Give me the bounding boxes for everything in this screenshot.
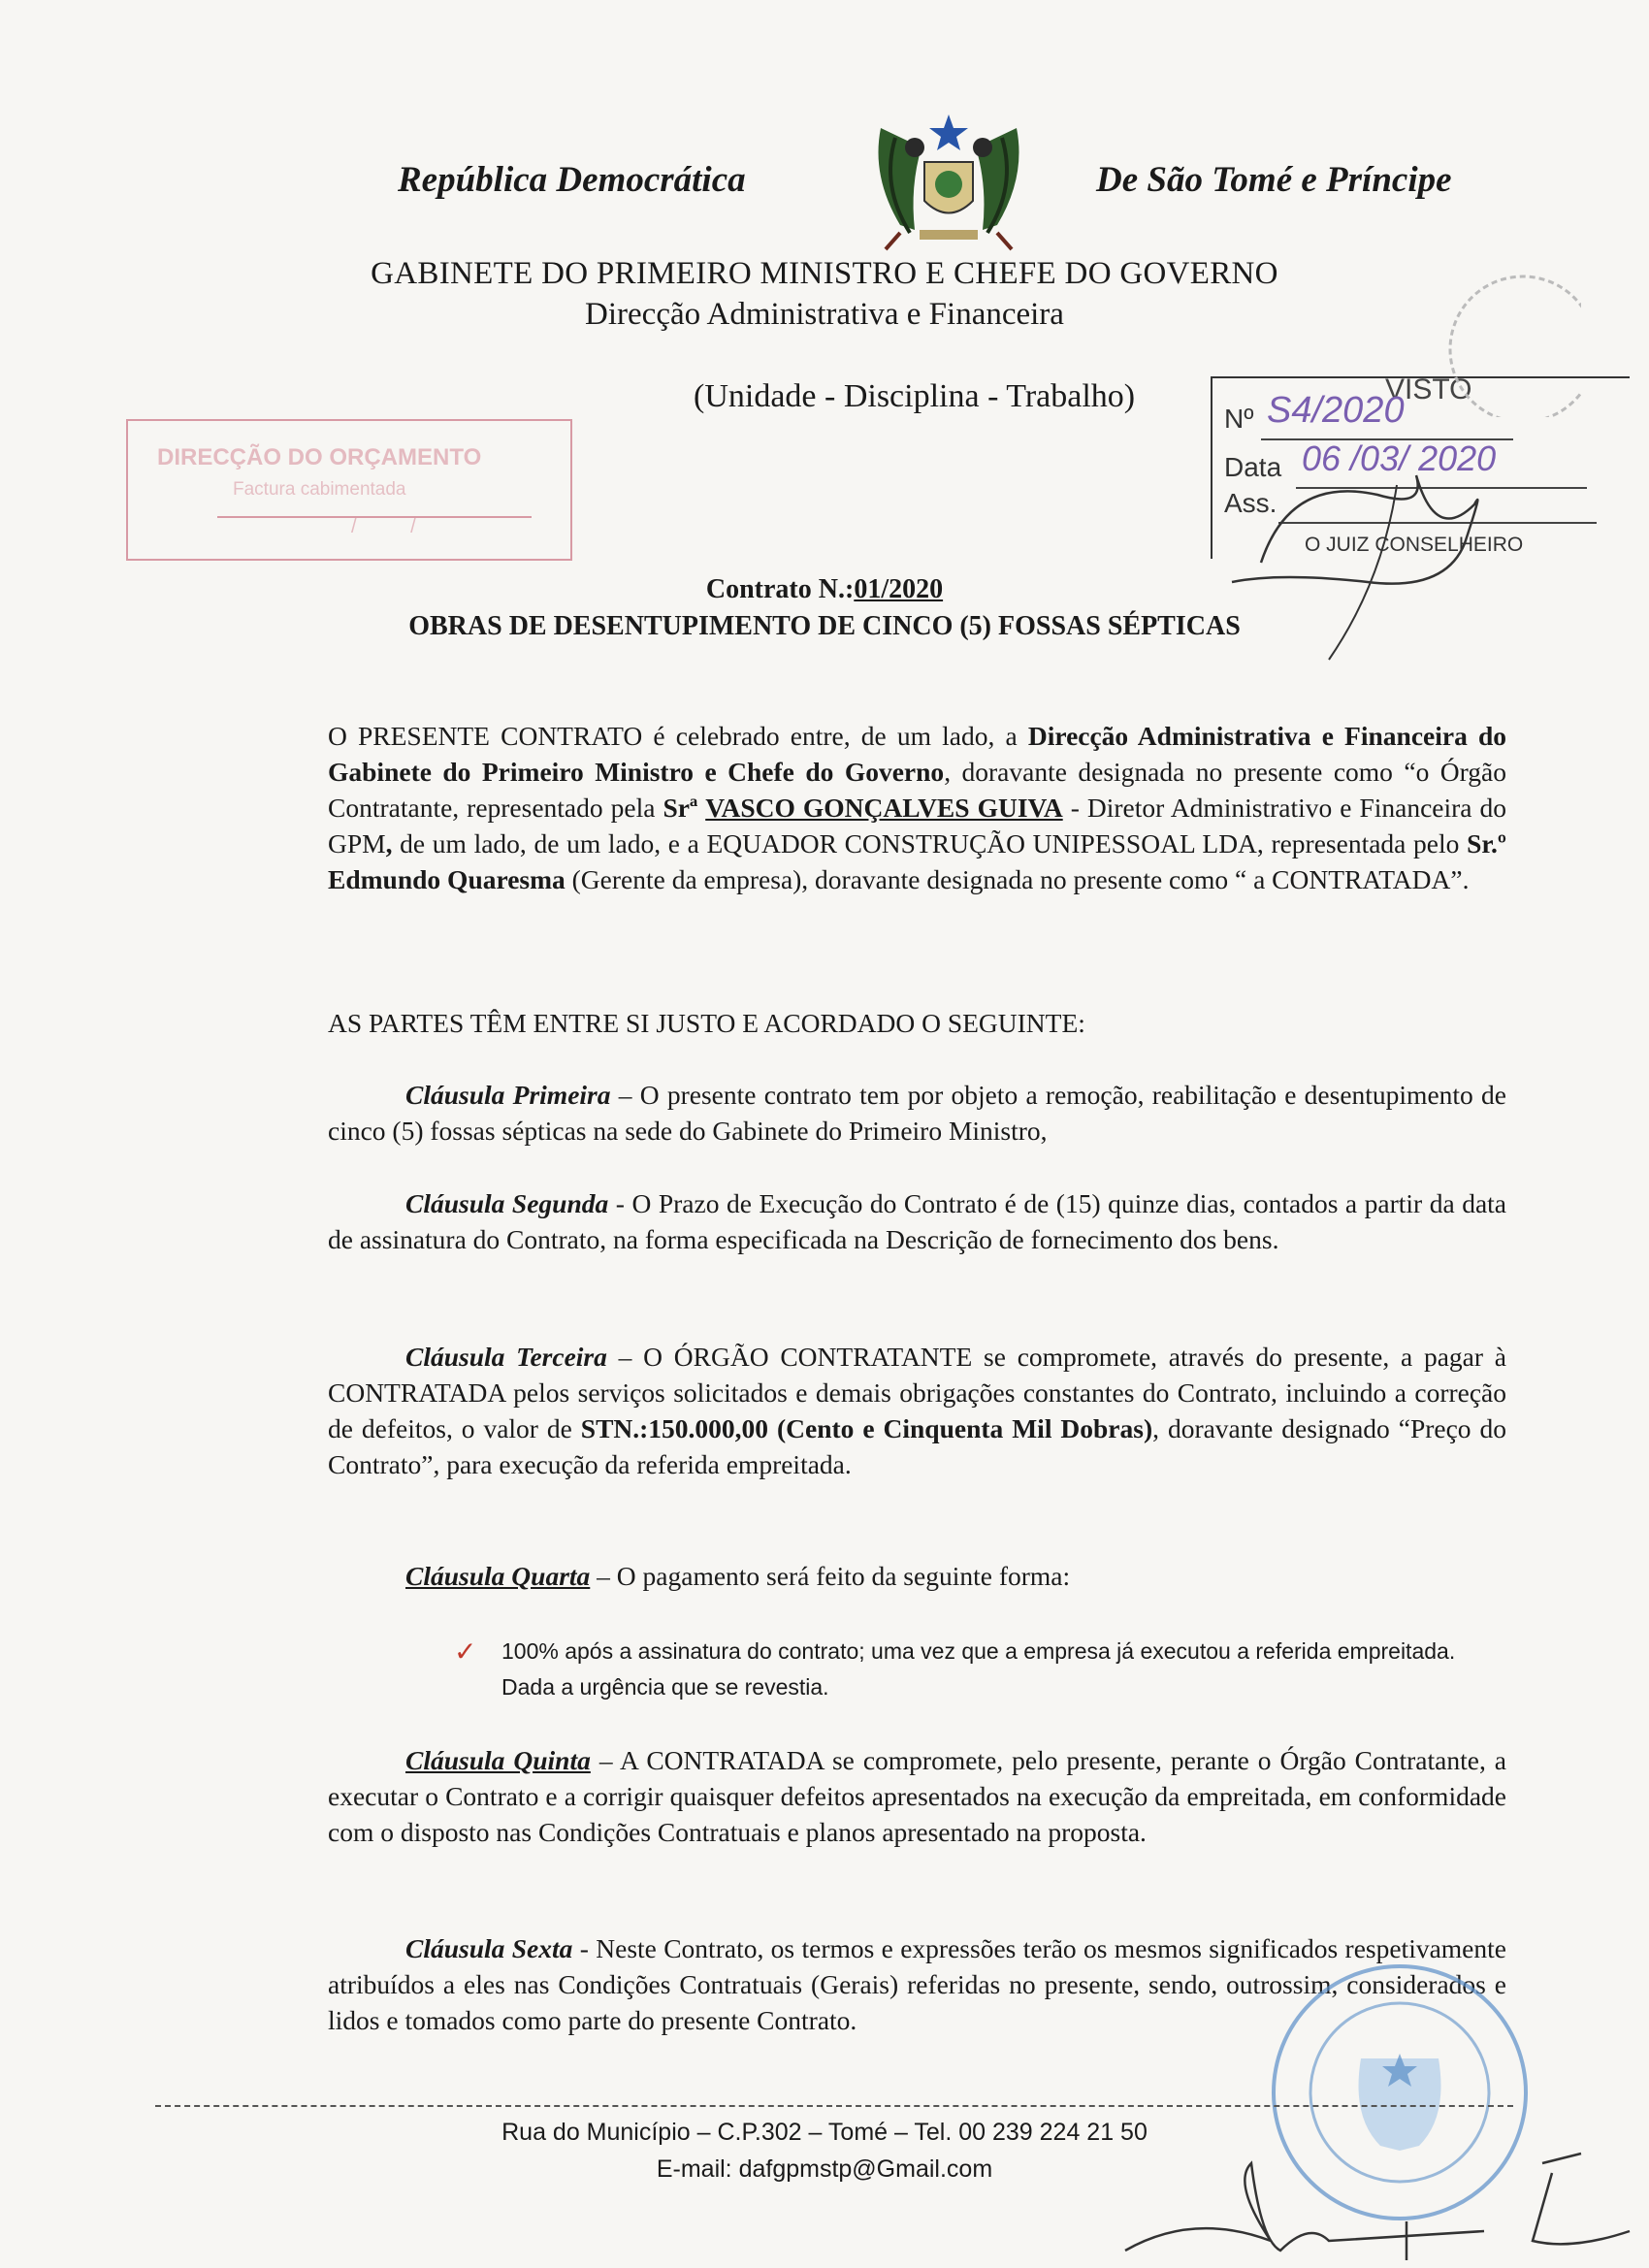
intro-text-2: , doravante designada no presente como “o Órgão Contratante, representado pela bbox=[328, 757, 1506, 823]
clause-third-text-b: , doravante designado “Preço do Contrato”, para execução da referida empreitada. bbox=[328, 1413, 1506, 1479]
clause-fourth-title: Cláusula Quarta bbox=[405, 1561, 591, 1591]
payment-bullet: 100% após a assinatura do contrato; uma vez que a empresa já executou a referida empreitada. Dada a urgência que se revestia. bbox=[501, 1638, 1456, 1700]
intro-text-1: O PRESENTE CONTRATO é celebrado entre, de um lado, a bbox=[328, 721, 1028, 751]
republic-right-text: De São Tomé e Príncipe bbox=[1096, 160, 1452, 200]
visto-ass-label: Ass. bbox=[1224, 488, 1277, 518]
intro-comma: , bbox=[385, 828, 393, 859]
visto-number-value: S4/2020 bbox=[1267, 390, 1405, 431]
contract-price: STN.:150.000,00 (Cento e Cinquenta Mil Dobras) bbox=[580, 1413, 1153, 1443]
clause-second-text: - O Prazo de Execução do Contrato é de (15) quinze dias, contados a partir da data de assinatura do Contrato, na forma especificada na Descrição de fornecimento dos bens. bbox=[328, 1188, 1506, 1254]
visto-stamp-title: VISTO bbox=[1385, 373, 1472, 405]
contract-number-value: 01/2020 bbox=[854, 574, 944, 604]
budget-stamp-date: / / bbox=[351, 516, 416, 537]
clause-third-title: Cláusula Terceira bbox=[405, 1342, 607, 1372]
visto-date-value: 06 /03/ 2020 bbox=[1302, 438, 1497, 478]
clause-fourth-text: – O pagamento será feito da seguinte forma: bbox=[590, 1561, 1071, 1591]
footer-email: E-mail: dafgpmstp@Gmail.com bbox=[656, 2155, 993, 2183]
budget-stamp-title: DIRECÇÃO DO ORÇAMENTO bbox=[157, 444, 482, 470]
footer-address: Rua do Município – C.P.302 – Tomé – Tel. 00 239 224 21 50 bbox=[501, 2119, 1148, 2146]
intro-paragraph bbox=[328, 718, 1506, 897]
intro-representative-name: VASCO GONÇALVES GUIVA bbox=[705, 793, 1063, 823]
clause-first-title: Cláusula Primeira bbox=[405, 1080, 611, 1110]
clause-sixth-text: - Neste Contrato, os termos e expressões terão os mesmos significados respetivamente atribuídos a eles nas Condições Contratuais (Gerais) referidas no presente, sendo, outrossim, considerados e lidos e tomados como parte do presente Contrato. bbox=[328, 1933, 1506, 2035]
clause-sixth-title: Cláusula Sexta bbox=[405, 1933, 573, 1963]
judge-signature-icon bbox=[1174, 417, 1600, 689]
intro-text-4: de um lado, de um lado, e a EQUADOR CONSTRUÇÃO UNIPESSOAL LDA, representada pelo bbox=[392, 828, 1468, 859]
faint-round-seal-icon bbox=[1416, 262, 1581, 417]
clause-third-text-a: – O ÓRGÃO CONTRATANTE se compromete, através do presente, a pagar à CONTRATADA pelos serviços solicitados e demais obrigações constantes do Contrato, incluindo a correção de defeitos, o valor de bbox=[328, 1342, 1506, 1443]
clause-fifth-text: – A CONTRATADA se compromete, pelo presente, perante o Órgão Contratante, a executar o Contrato e a corrigir quaisquer defeitos apresentados na execução da empreitada, em conformidade com o disposto nas Condições Contratuais e planos apresentado na proposta. bbox=[328, 1745, 1506, 1847]
cabinet-heading: GABINETE DO PRIMEIRO MINISTRO E CHEFE DO GOVERNO bbox=[371, 256, 1278, 291]
clause-second-title: Cláusula Segunda bbox=[405, 1188, 609, 1218]
agreement-line: AS PARTES TÊM ENTRE SI JUSTO E ACORDADO O SEGUINTE: bbox=[328, 1008, 1085, 1038]
budget-stamp-subtitle: Factura cabimentada bbox=[233, 479, 406, 500]
directorate-heading: Direcção Administrativa e Financeira bbox=[585, 297, 1064, 332]
clause-fourth bbox=[328, 1558, 1506, 1594]
intro-party-contracting: Direcção Administrativa e Financeira do Gabinete do Primeiro Ministro e Chefe do Governo bbox=[328, 721, 1507, 787]
intro-title-sra: Srª bbox=[663, 793, 698, 823]
visto-number-label: Nº bbox=[1224, 404, 1254, 434]
clause-first bbox=[328, 1077, 1506, 1149]
clause-fifth bbox=[328, 1742, 1506, 1850]
visto-date-label: Data bbox=[1224, 452, 1282, 482]
checkmark-icon: ✓ bbox=[454, 1637, 477, 1668]
clause-first-text: – O presente contrato tem por objeto a remoção, reabilitação e desentupimento de cinco (5) fossas sépticas na sede do Gabinete do Primeiro Ministro, bbox=[328, 1080, 1506, 1146]
budget-stamp bbox=[126, 419, 572, 561]
visto-stamp-footer: O JUIZ CONSELHEIRO bbox=[1305, 534, 1524, 556]
intro-manager-name: Sr.º Edmundo Quaresma bbox=[328, 828, 1506, 894]
motto-text: (Unidade - Disciplina - Trabalho) bbox=[694, 378, 1136, 414]
clause-second bbox=[328, 1185, 1506, 1257]
contract-subject: OBRAS DE DESENTUPIMENTO DE CINCO (5) FOSSAS SÉPTICAS bbox=[408, 611, 1241, 641]
contract-number-label: Contrato N.: bbox=[705, 574, 855, 604]
footer-signatures-icon bbox=[1116, 2105, 1639, 2268]
republic-left-text: República Democrática bbox=[398, 160, 746, 200]
coat-of-arms-icon bbox=[861, 109, 1036, 254]
clause-fifth-title: Cláusula Quinta bbox=[405, 1745, 591, 1775]
contract-number bbox=[0, 574, 1649, 605]
intro-text-3: - Diretor Administrativo e Financeira do GPM bbox=[328, 793, 1506, 859]
intro-text-5: (Gerente da empresa), doravante designada no presente como “ a CONTRATADA”. bbox=[565, 864, 1470, 894]
clause-third bbox=[328, 1339, 1506, 1482]
